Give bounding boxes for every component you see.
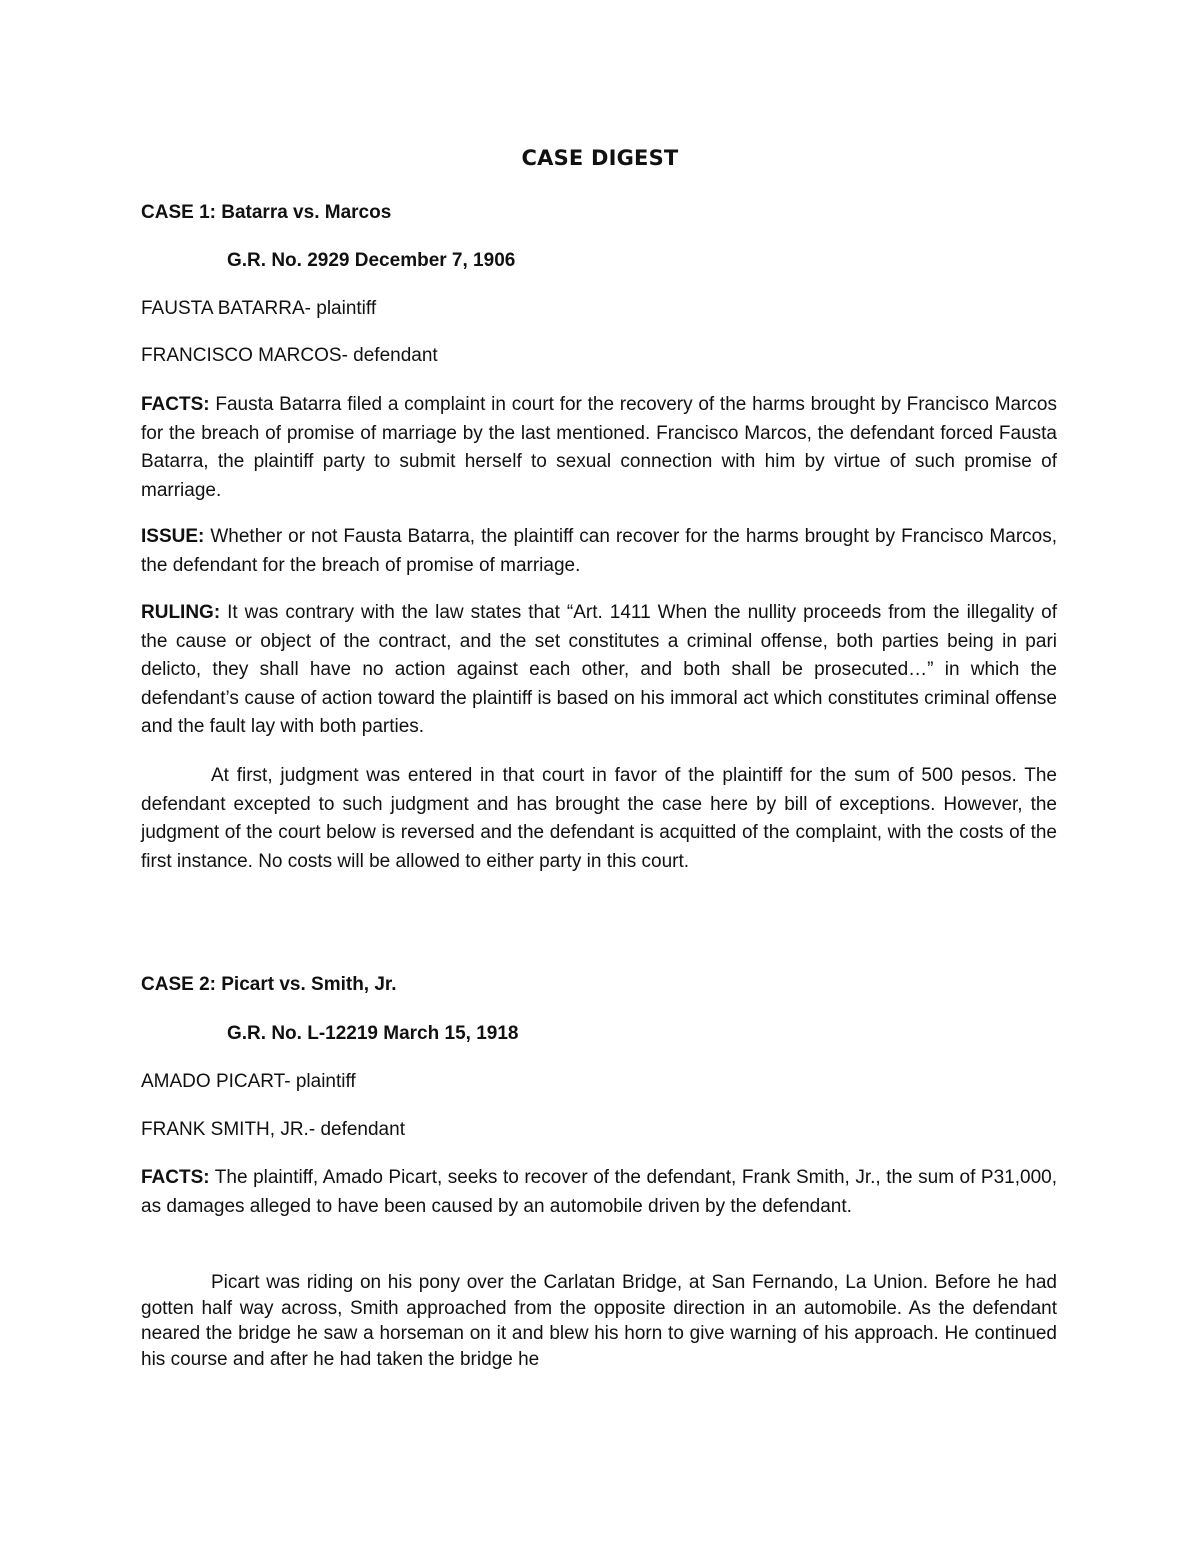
case-1-ruling-label: RULING: — [141, 602, 221, 623]
case-1-heading: CASE 1: Batarra vs. Marcos — [141, 202, 392, 223]
case-2-facts-continuation: Picart was riding on his pony over the Carlatan Bridge, at San Fernando, La Union. Before he had gotten half way across, Smith approached from the opposite direction in an automobile. As the defendant neared the bridge he saw a horseman on it and blew his horn to give warning of his approach. He continued his course and after he had taken the bridge he — [141, 1272, 1057, 1370]
case-1-issue-label: ISSUE: — [141, 526, 205, 547]
case-1-plaintiff: FAUSTA BATARRA- plaintiff — [141, 298, 377, 319]
case-1-issue-paragraph — [141, 523, 1057, 580]
case-1-defendant: FRANCISCO MARCOS- defendant — [141, 345, 438, 366]
case-1-facts-paragraph — [141, 391, 1057, 505]
case-1-issue-text: Whether or not Fausta Batarra, the plaintiff can recover for the harms brought by Francisco Marcos, the defendant for the breach of promise of marriage. — [141, 526, 1057, 576]
case-1-ruling-paragraph — [141, 599, 1057, 742]
case-2-defendant: FRANK SMITH, JR.- defendant — [141, 1119, 405, 1140]
case-1-facts-text: Fausta Batarra filed a complaint in court for the recovery of the harms brought by Francisco Marcos for the breach of promise of marriage by the last mentioned. Francisco Marcos, the defendant forced Fausta Batarra, the plaintiff party to submit herself to sexual connection with him by virtue of such promise of marriage. — [141, 394, 1057, 501]
case-1-facts-label: FACTS: — [141, 394, 210, 415]
document-title: CASE DIGEST — [521, 146, 679, 170]
case-1-gr-number: G.R. No. 2929 December 7, 1906 — [227, 250, 516, 271]
case-2-gr-number: G.R. No. L-12219 March 15, 1918 — [227, 1023, 519, 1044]
case-2-facts-label: FACTS: — [141, 1167, 210, 1188]
case-2-heading: CASE 2: Picart vs. Smith, Jr. — [141, 974, 397, 995]
case-1-ruling-text: It was contrary with the law states that “Art. 1411 When the nullity proceeds from the illegality of the cause or object of the contract, and the set constitutes a criminal offense, both parties being in pari delicto, they shall have no action against each other, and both shall be prosecuted…” in which the defendant’s cause of action toward the plaintiff is based on his immoral act which constitutes criminal offense and the fault lay with both parties. — [141, 602, 1057, 737]
case-1-ruling-continuation: At first, judgment was entered in that court in favor of the plaintiff for the sum of 500 pesos. The defendant excepted to such judgment and has brought the case here by bill of exceptions. However, the judgment of the court below is reversed and the defendant is acquitted of the complaint, with the costs of the first instance. No costs will be allowed to either party in this court. — [141, 765, 1057, 872]
case-2-facts-paragraph — [141, 1164, 1057, 1221]
case-2-facts-text: The plaintiff, Amado Picart, seeks to recover of the defendant, Frank Smith, Jr., the sum of P31,000, as damages alleged to have been caused by an automobile driven by the defendant. — [141, 1167, 1057, 1217]
case-2-plaintiff: AMADO PICART- plaintiff — [141, 1071, 356, 1092]
